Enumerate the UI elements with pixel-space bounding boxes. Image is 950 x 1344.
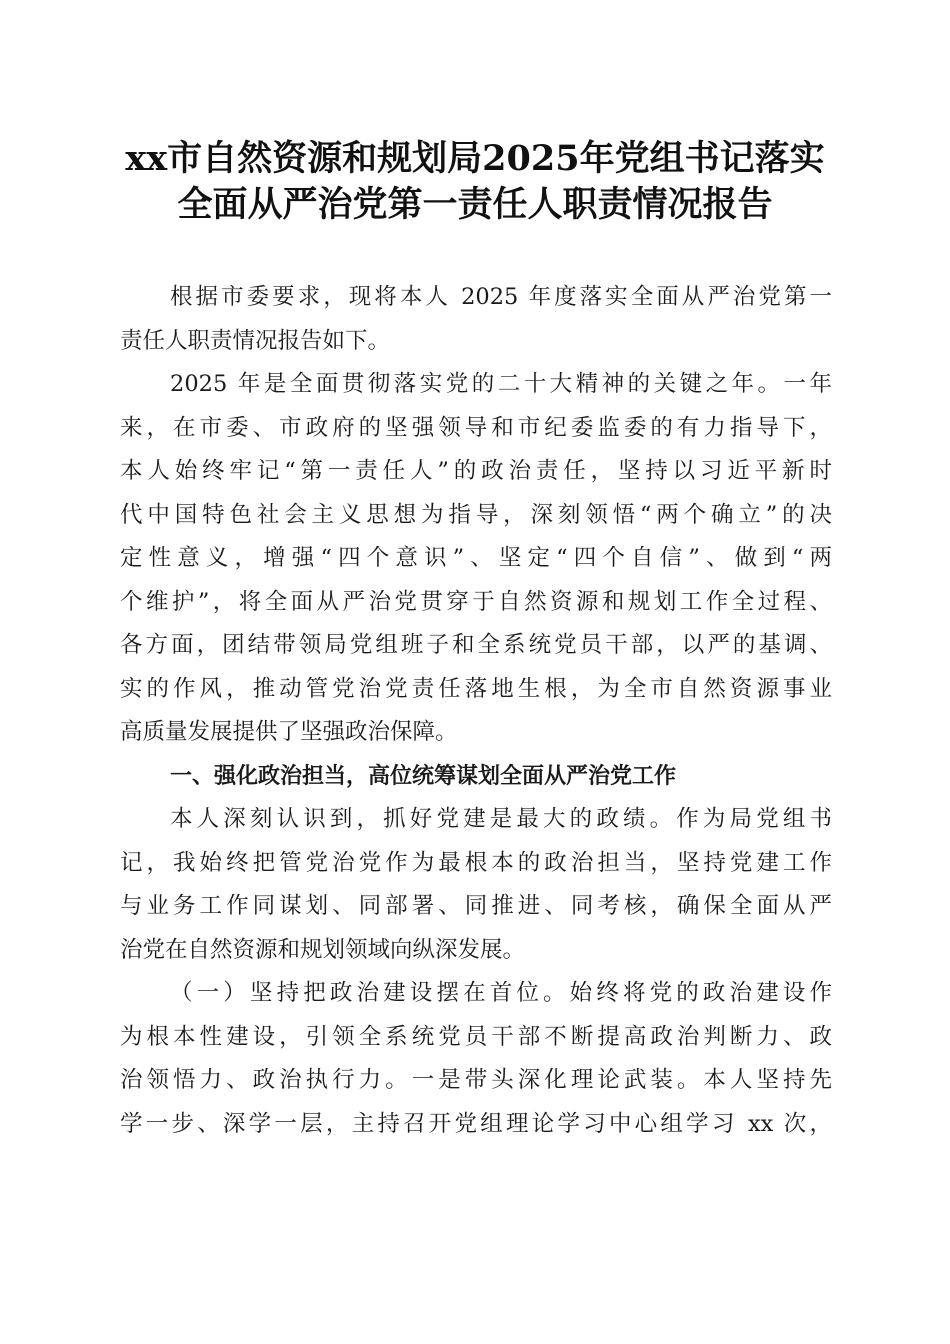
paragraph-line: 各方面，团结带领局党组班子和全系统党员干部，以严的基调、: [120, 632, 832, 658]
title-line-2: 全面从严治党第一责任人职责情况报告: [177, 184, 773, 225]
paragraph-line: 治党在自然资源和规划领域向纵深发展。: [120, 936, 526, 963]
paragraph-line: 学一步、深学一层，主持召开党组理论学习中心组学习 xx 次，: [120, 1110, 832, 1137]
section-heading: 一、强化政治担当，高位统筹谋划全面从严治党工作: [170, 763, 677, 789]
paragraph-line: 本人深刻认识到，抓好党建是最大的政绩。作为局党组书: [170, 806, 832, 832]
paragraph-line: 治领悟力、政治执行力。一是带头深化理论武装。本人坚持先: [120, 1067, 832, 1093]
paragraph-line: （一）坚持把政治建设摆在首位。始终将党的政治建设作: [170, 980, 832, 1006]
paragraph-line: 记，我始终把管党治党作为最根本的政治担当，坚持党建工作: [120, 849, 832, 876]
paragraph-line: 定性意义，增强“四个意识”、坚定“四个自信”、做到“两: [120, 545, 832, 571]
document-title: [100, 136, 850, 228]
paragraph-line: 来，在市委、市政府的坚强领导和市纪委监委的有力指导下，: [120, 414, 832, 441]
paragraph-line: 本人始终牢记“第一责任人”的政治责任，坚持以习近平新时: [120, 458, 832, 484]
paragraph-line: 实的作风，推动管党治党责任落地生根，为全市自然资源事业: [120, 675, 832, 702]
paragraph-line: 代中国特色社会主义思想为指导，深刻领悟“两个确立”的决: [120, 501, 832, 528]
document-body: [120, 276, 832, 1146]
paragraph-line: 高质量发展提供了坚强政治保障。: [120, 719, 458, 745]
paragraph-line: 个维护”，将全面从严治党贯穿于自然资源和规划工作全过程、: [120, 588, 832, 615]
paragraph-line: 与业务工作同谋划、同部署、同推进、同考核，确保全面从严: [120, 893, 832, 919]
paragraph-line: 根据市委要求，现将本人 2025 年度落实全面从严治党第一: [170, 284, 832, 310]
paragraph-line: 责任人职责情况报告如下。: [120, 327, 391, 354]
paragraph-line: 为根本性建设，引领全系统党员干部不断提高政治判断力、政: [120, 1023, 832, 1050]
paragraph-line: 2025 年是全面贯彻落实党的二十大精神的关键之年。一年: [170, 371, 832, 397]
title-line-1: xx市自然资源和规划局2025年党组书记落实: [125, 138, 825, 179]
